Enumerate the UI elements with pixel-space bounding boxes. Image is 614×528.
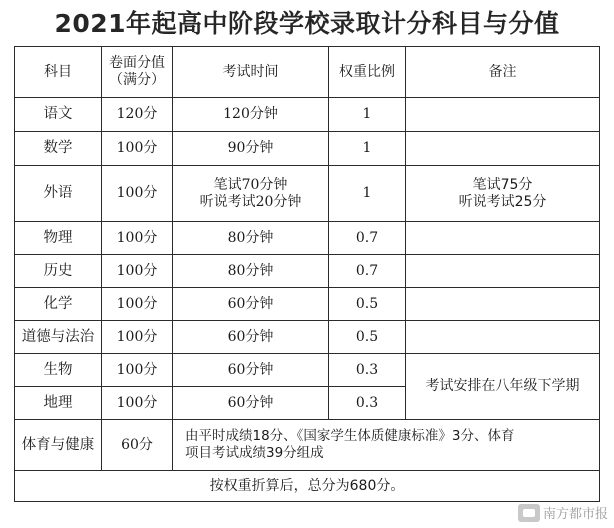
weight-cell: 0.5 (329, 321, 406, 354)
remark-cell (406, 132, 600, 166)
time-line1: 笔试70分钟 (213, 176, 288, 193)
header-score (102, 47, 173, 98)
total-note: 按权重折算后，总分为680分。 (15, 471, 600, 502)
remark-cell (406, 321, 600, 354)
score-cell: 100分 (102, 354, 173, 387)
header-row (15, 47, 600, 98)
remark-cell (406, 222, 600, 255)
remark-line2: 听说考试25分 (458, 193, 547, 210)
table-row (15, 132, 600, 166)
table-row (15, 288, 600, 321)
header-weight: 权重比例 (329, 47, 406, 98)
score-cell: 120分 (102, 98, 173, 132)
pe-description (173, 420, 600, 471)
time-cell: 60分钟 (173, 321, 329, 354)
subject-cell: 地理 (15, 387, 102, 420)
subject-cell: 历史 (15, 255, 102, 288)
remark-cell (406, 98, 600, 132)
time-cell: 120分钟 (173, 98, 329, 132)
weight-cell: 0.7 (329, 222, 406, 255)
subject-cell: 体育与健康 (15, 420, 102, 471)
weight-cell: 0.7 (329, 255, 406, 288)
table-row-total (15, 471, 600, 502)
subject-cell: 物理 (15, 222, 102, 255)
subject-cell: 化学 (15, 288, 102, 321)
time-cell: 60分钟 (173, 354, 329, 387)
table-row (15, 321, 600, 354)
score-cell: 60分 (102, 420, 173, 471)
score-cell: 100分 (102, 288, 173, 321)
subject-cell: 道德与法治 (15, 321, 102, 354)
table-row (15, 255, 600, 288)
subject-cell: 数学 (15, 132, 102, 166)
remark-line1: 笔试75分 (472, 176, 533, 193)
time-line2: 听说考试20分钟 (199, 193, 302, 210)
header-time: 考试时间 (173, 47, 329, 98)
score-cell: 100分 (102, 222, 173, 255)
weight-cell: 1 (329, 98, 406, 132)
header-score-line2: （满分） (109, 72, 165, 88)
score-cell: 100分 (102, 166, 173, 222)
weight-cell: 1 (329, 132, 406, 166)
weight-cell: 0.3 (329, 354, 406, 387)
subject-cell: 外语 (15, 166, 102, 222)
score-cell: 100分 (102, 132, 173, 166)
time-cell: 90分钟 (173, 132, 329, 166)
table-row (15, 222, 600, 255)
score-cell: 100分 (102, 387, 173, 420)
header-remark: 备注 (406, 47, 600, 98)
table-row (15, 166, 600, 222)
score-table (14, 46, 600, 502)
time-cell: 80分钟 (173, 255, 329, 288)
pe-desc-line2: 项目考试成绩39分组成 (185, 445, 324, 461)
weight-cell: 0.5 (329, 288, 406, 321)
time-cell: 80分钟 (173, 222, 329, 255)
header-score-line1: 卷面分值 (109, 55, 165, 71)
remark-cell (406, 255, 600, 288)
header-subject: 科目 (15, 47, 102, 98)
time-cell (173, 166, 329, 222)
remark-cell (406, 288, 600, 321)
weight-cell: 1 (329, 166, 406, 222)
weight-cell: 0.3 (329, 387, 406, 420)
pe-desc-line1: 由平时成绩18分、《国家学生体质健康标准》3分、体育 (185, 428, 515, 444)
newspaper-logo-icon (518, 504, 540, 522)
subject-cell: 生物 (15, 354, 102, 387)
subject-cell: 语文 (15, 98, 102, 132)
table-row (15, 98, 600, 132)
document-title: 2021年起高中阶段学校录取计分科目与分值 (54, 9, 560, 38)
score-cell: 100分 (102, 255, 173, 288)
table-row (15, 354, 600, 387)
table-row-pe (15, 420, 600, 471)
remark-cell (406, 166, 600, 222)
watermark-text: 南方都市报 (542, 507, 608, 522)
remark-cell-merged: 考试安排在八年级下学期 (406, 354, 600, 420)
time-cell: 60分钟 (173, 288, 329, 321)
time-cell: 60分钟 (173, 387, 329, 420)
score-cell: 100分 (102, 321, 173, 354)
watermark (518, 503, 608, 522)
